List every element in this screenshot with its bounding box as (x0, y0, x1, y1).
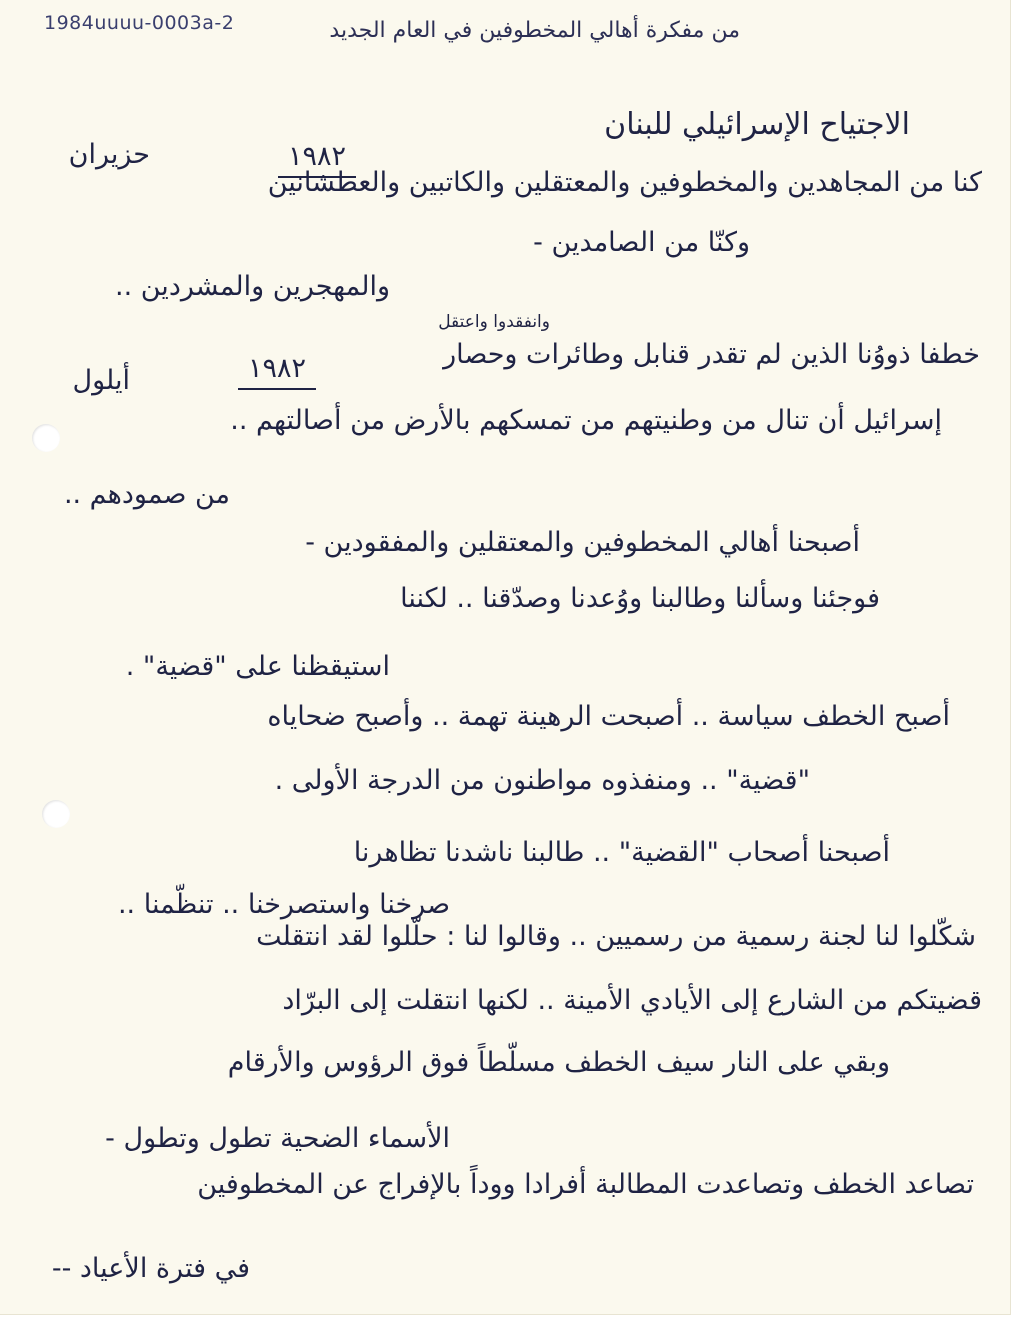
text-line-8: فوجئنا وسألنا وطالبنا ووُعدنا وصدّقنا .. لكننا (400, 583, 880, 614)
text-line-14: شكّلوا لنا لجنة رسمية من رسميين .. وقالوا لنا : حلّلوا لقد انتقلت (256, 921, 976, 952)
text-line-9: استيقظنا على "قضية" . (125, 651, 390, 682)
document-header: من مفكرة أهالي المخطوفين في العام الجديد (329, 18, 740, 43)
title-text: الاجتياح الإسرائيلي للبنان (604, 107, 910, 142)
text-line-13: صرخنا واستصرخنا .. تنظّمنا .. (117, 889, 450, 920)
text-line-6: من صمودهم .. (63, 479, 230, 510)
text-line-7: أصبحنا أهالي المخطوفين والمعتقلين والمفقودين - (305, 527, 860, 558)
title-line (604, 108, 910, 142)
punch-hole-bottom (42, 800, 70, 828)
margin-insertion: وانفقدوا واعتقل (438, 312, 550, 332)
text-line-1: كنا من المجاهدين والمخطوفين والمعتقلين والكاتبين والعطشانين (267, 167, 982, 198)
title-date (69, 138, 150, 172)
text-line-15: قضيتكم من الشارع إلى الأيادي الأمينة .. لكنها انتقلت إلى البرّاد (282, 985, 982, 1016)
text-line-12: أصبحنا أصحاب "القضية" .. طالبنا ناشدنا تظاهرنا (353, 837, 890, 868)
text-line-4-year-wrap (244, 352, 310, 386)
text-line-11: "قضية" .. ومنفذوه مواطنون من الدرجة الأولى . (274, 765, 810, 796)
title-year: ١٩٨٢ (284, 140, 350, 174)
text-line-4a: أيلول (72, 365, 130, 396)
text-line-2: وكنّا من الصامدين - (533, 227, 750, 258)
text-line-10: أصبح الخطف سياسة .. أصبحت الرهينة تهمة .. وأصبح ضحاياه (267, 701, 950, 732)
text-line-5: إسرائيل أن تنال من وطنيتهم من تمسكهم بالأرض من أصالتهم .. (230, 405, 942, 436)
text-line-4b: خطفا ذووُنا الذين لم تقدر قنابل وطائرات وحصار (443, 339, 980, 370)
text-line-18: تصاعد الخطف وتصاعدت المطالبة أفرادا ووداً بالإفراج عن المخطوفين (197, 1169, 974, 1200)
text-line-16: وبقي على النار سيف الخطف مسلّطاً فوق الرؤوس والأرقام (227, 1047, 890, 1078)
text-line-4-year: ١٩٨٢ (244, 352, 310, 386)
archive-reference-code: 1984uuuu-0003a-2 (44, 12, 235, 34)
title-month: حزيران (68, 139, 150, 170)
text-line-17: الأسماء الضحية تطول وتطول - (105, 1123, 450, 1154)
text-line-19: في فترة الأعياد -- (51, 1253, 250, 1284)
text-line-3: والمهجرين والمشردين .. (115, 271, 390, 302)
punch-hole-top (32, 424, 60, 452)
